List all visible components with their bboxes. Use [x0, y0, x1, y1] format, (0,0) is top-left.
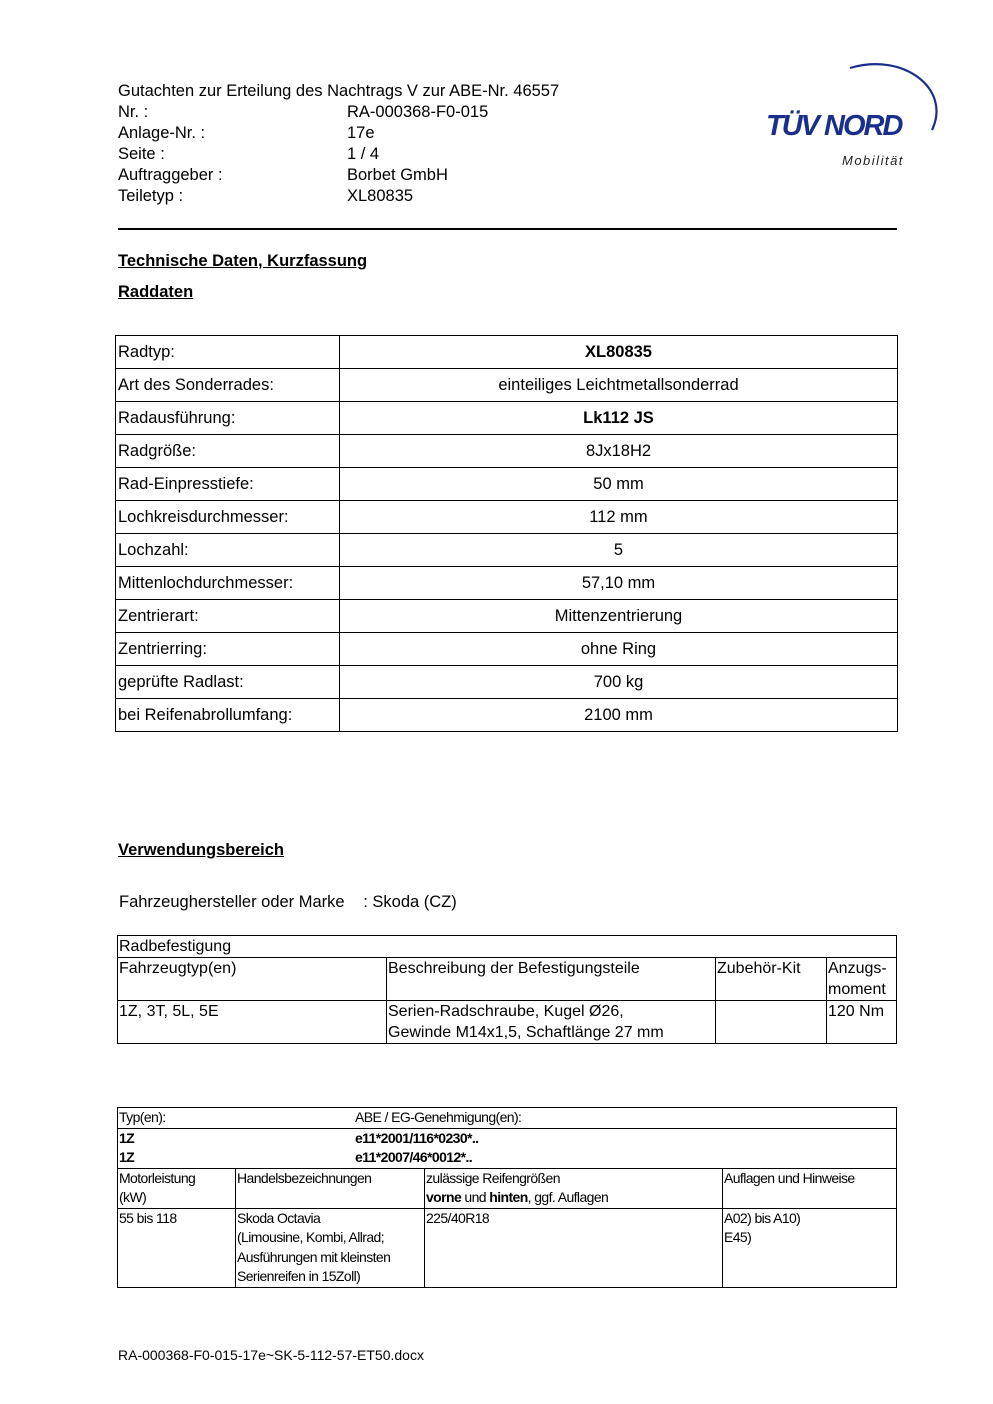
header-divider [118, 228, 897, 230]
maker-label: Fahrzeughersteller oder Marke [119, 893, 345, 911]
raddaten-row [116, 336, 898, 369]
raddaten-label: bei Reifenabrollumfang: [116, 699, 340, 732]
header-beschreibung: Beschreibung der Befestigungsteile [387, 958, 716, 1001]
raddaten-value: 8Jx18H2 [340, 435, 898, 468]
raddaten-row [116, 468, 898, 501]
cell-motor: 55 bis 118 [118, 1208, 236, 1287]
raddaten-label: Lochkreisdurchmesser: [116, 501, 340, 534]
raddaten-row [116, 369, 898, 402]
logo-tagline: Mobilität [842, 153, 904, 168]
raddaten-label: Mittenlochdurchmesser: [116, 567, 340, 600]
header-field: Seite : 1 / 4 [118, 145, 380, 163]
row-description: Serien-Radschraube, Kugel Ø26, Gewinde M14x1,5, Schaftlänge 27 mm [387, 1001, 716, 1044]
raddaten-label: Lochzahl: [116, 534, 340, 567]
raddaten-value: 700 kg [340, 666, 898, 699]
raddaten-row [116, 501, 898, 534]
header-field: Anlage-Nr. : 17e [118, 124, 375, 142]
tuev-nord-logo [762, 58, 942, 173]
section-title-tech: Technische Daten, Kurzfassung [118, 252, 368, 270]
cell-handel: Skoda Octavia (Limousine, Kombi, Allrad; Ausführungen mit kleinsten Serienreifen in 15Zoll) [236, 1208, 425, 1287]
raddaten-row [116, 435, 898, 468]
col-auflagen: Auflagen und Hinweise [723, 1168, 897, 1208]
document-title: Gutachten zur Erteilung des Nachtrags V zur ABE-Nr. 46557 [118, 82, 560, 100]
header-field: Auftraggeber : Borbet GmbH [118, 166, 448, 184]
row-torque: 120 Nm [827, 1001, 897, 1044]
section-title-raddaten: Raddaten [118, 283, 194, 301]
raddaten-value: 50 mm [340, 468, 898, 501]
raddaten-label: Radtyp: [116, 336, 340, 369]
raddaten-label: Radausführung: [116, 402, 340, 435]
cell-auflagen: A02) bis A10) E45) [723, 1208, 897, 1287]
row-types: 1Z, 3T, 5L, 5E [118, 1001, 387, 1044]
cell-reifen: 225/40R18 [425, 1208, 723, 1287]
raddaten-value: 2100 mm [340, 699, 898, 732]
raddaten-row [116, 666, 898, 699]
raddaten-label: Zentrierart: [116, 600, 340, 633]
raddaten-row [116, 402, 898, 435]
raddaten-value: Mittenzentrierung [340, 600, 898, 633]
raddaten-value: 5 [340, 534, 898, 567]
raddaten-label: Zentrierring: [116, 633, 340, 666]
vehicle-maker [119, 893, 457, 912]
befestigung-table [117, 935, 897, 1044]
befestigung-title: Radbefestigung [118, 936, 897, 958]
typen-table [117, 1107, 897, 1288]
raddaten-label: Rad-Einpresstiefe: [116, 468, 340, 501]
raddaten-label: Radgröße: [116, 435, 340, 468]
maker-value: Skoda (CZ) [372, 893, 457, 911]
header-anzugsmoment: Anzugs- moment [827, 958, 897, 1001]
footer-filename: RA-000368-F0-015-17e~SK-5-112-57-ET50.docx [118, 1347, 424, 1363]
col-motor: Motorleistung (kW) [118, 1168, 236, 1208]
row-kit [716, 1001, 827, 1044]
raddaten-row [116, 633, 898, 666]
col-reifen: zulässige Reifengrößen vorne und hinten, ggf. Auflagen [425, 1168, 723, 1208]
raddaten-row [116, 600, 898, 633]
raddaten-value: XL80835 [340, 336, 898, 369]
raddaten-value: 57,10 mm [340, 567, 898, 600]
section-title-verwendung: Verwendungsbereich [118, 841, 284, 859]
header-field: Teiletyp : XL80835 [118, 187, 414, 205]
raddaten-value: ohne Ring [340, 633, 898, 666]
document-header [118, 81, 559, 207]
raddaten-row [116, 567, 898, 600]
typen-header: Typ(en): ABE / EG-Genehmigung(en): [118, 1108, 897, 1129]
header-field: Nr. : RA-000368-F0-015 [118, 103, 489, 121]
raddaten-label: geprüfte Radlast: [116, 666, 340, 699]
header-fahrzeugtyp: Fahrzeugtyp(en) [118, 958, 387, 1001]
raddaten-value: 112 mm [340, 501, 898, 534]
header-zubehoer: Zubehör-Kit [716, 958, 827, 1001]
maker-sep: : [363, 893, 368, 911]
typen-approvals: 1Z e11*2001/116*0230*.. 1Z e11*2007/46*0012*.. [118, 1128, 897, 1168]
raddaten-row [116, 699, 898, 732]
col-handel: Handelsbezeichnungen [236, 1168, 425, 1208]
raddaten-row [116, 534, 898, 567]
raddaten-value: einteiliges Leichtmetallsonderrad [340, 369, 898, 402]
raddaten-label: Art des Sonderrades: [116, 369, 340, 402]
raddaten-table [115, 335, 898, 732]
logo-brand: TÜV NORD [766, 110, 902, 142]
raddaten-value: Lk112 JS [340, 402, 898, 435]
